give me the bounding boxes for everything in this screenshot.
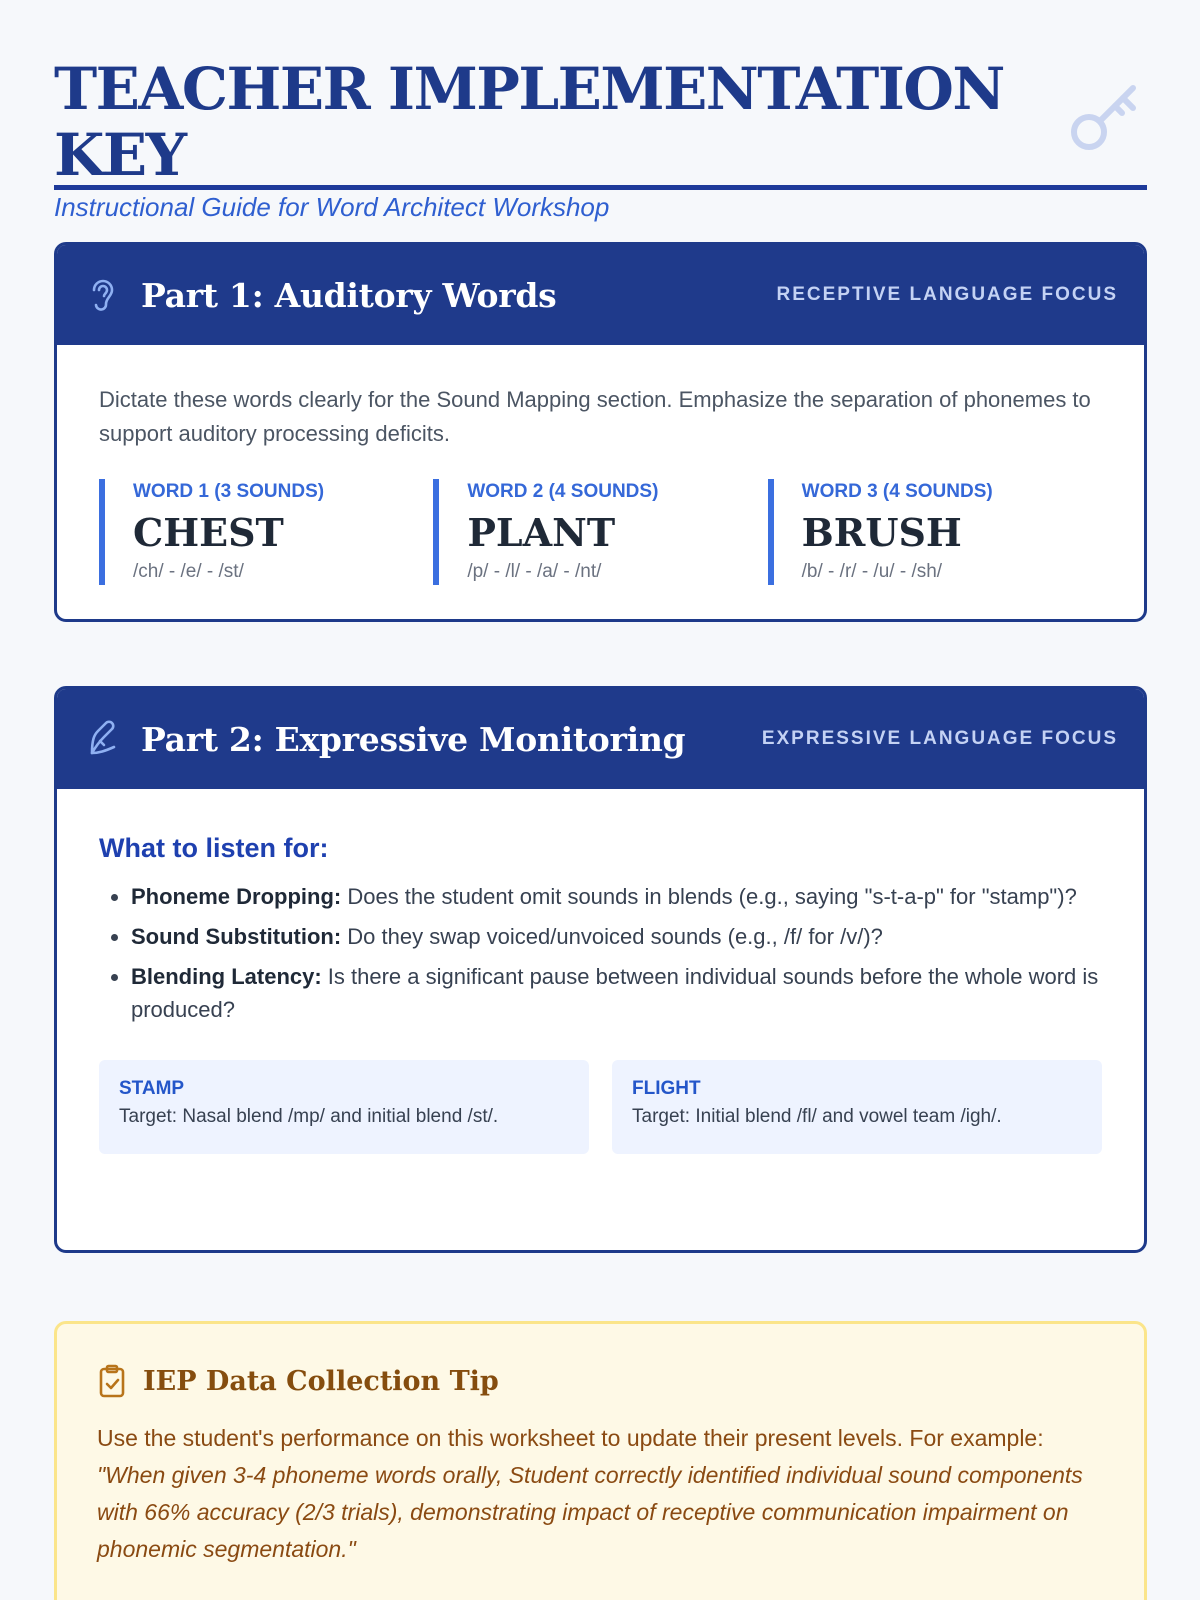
list-item-text: Does the student omit sounds in blends (e.g., saying "s-t-a-p" for "stamp")? [341,884,1077,909]
list-item-text: Do they swap voiced/unvoiced sounds (e.g., /f/ for /v/)? [341,924,883,949]
tip-text-plain: Use the student's performance on this worksheet to update their present levels. For example: [97,1425,1044,1451]
target-word: FLIGHT [632,1078,701,1099]
list-item-term: Phoneme Dropping: [131,884,342,909]
word-label: WORD 2 (4 SOUNDS) [467,481,659,502]
word-value: PLANT [467,510,616,555]
target-box [99,1060,589,1154]
card-header [57,689,1144,789]
key-icon [1067,80,1143,156]
listen-list [99,880,1102,1026]
word-item [99,479,433,585]
card-title: Part 1: Auditory Words [141,275,557,315]
word-value: CHEST [133,510,284,555]
word-label: WORD 1 (3 SOUNDS) [133,481,325,502]
card-focus-tag: EXPRESSIVE LANGUAGE FOCUS [761,728,1118,749]
iep-tip-box [54,1321,1147,1600]
card-header [57,245,1144,345]
card-body [57,345,1144,622]
card-title: Part 2: Expressive Monitoring [141,719,686,759]
word-list [99,479,1102,585]
card-body [57,789,1144,1194]
speech-icon [87,720,119,758]
word-value: BRUSH [801,510,962,555]
list-item [131,880,1102,913]
list-item-term: Blending Latency: [131,964,322,989]
clipboard-check-icon [97,1364,127,1398]
auditory-words-card [54,242,1147,622]
list-item-term: Sound Substitution: [131,924,342,949]
page-subtitle: Instructional Guide for Word Architect Workshop [54,192,610,222]
target-words [99,1060,1102,1154]
list-item-text: Is there a significant pause between individual sounds before the whole word is produced? [131,964,1099,1022]
target-description: Target: Initial blend /fl/ and vowel team /igh/. [632,1106,1002,1127]
word-item [433,479,767,585]
tip-title: IEP Data Collection Tip [143,1365,499,1397]
ear-icon [87,276,119,314]
word-label: WORD 3 (4 SOUNDS) [801,481,993,502]
page-header [54,0,1147,222]
page [54,0,1147,1562]
expressive-monitoring-card [54,686,1147,1253]
dictation-instructions: Dictate these words clearly for the Sound Mapping section. Emphasize the separation of phonemes to support auditory processing deficits. [99,387,1091,446]
target-box [612,1060,1102,1154]
listen-heading: What to listen for: [99,833,329,863]
page-title: TEACHER IMPLEMENTATION KEY [54,55,1004,189]
card-focus-tag: RECEPTIVE LANGUAGE FOCUS [776,284,1118,305]
target-word: STAMP [119,1078,185,1099]
word-phonemes: /b/ - /r/ - /u/ - /sh/ [801,561,943,582]
target-description: Target: Nasal blend /mp/ and initial blend /st/. [119,1106,499,1127]
list-item [131,960,1102,1026]
word-phonemes: /ch/ - /e/ - /st/ [133,561,244,582]
tip-example-quote: "When given 3-4 phoneme words orally, Student correctly identified individual sound components with 66% accuracy (2/3 trials), demonstrating impact of receptive communication impairment on phonemic segmentation." [97,1462,1083,1562]
list-item [131,920,1102,953]
word-item [768,479,1102,585]
tip-text [97,1420,1104,1568]
tip-header [97,1364,1104,1398]
word-phonemes: /p/ - /l/ - /a/ - /nt/ [467,561,602,582]
